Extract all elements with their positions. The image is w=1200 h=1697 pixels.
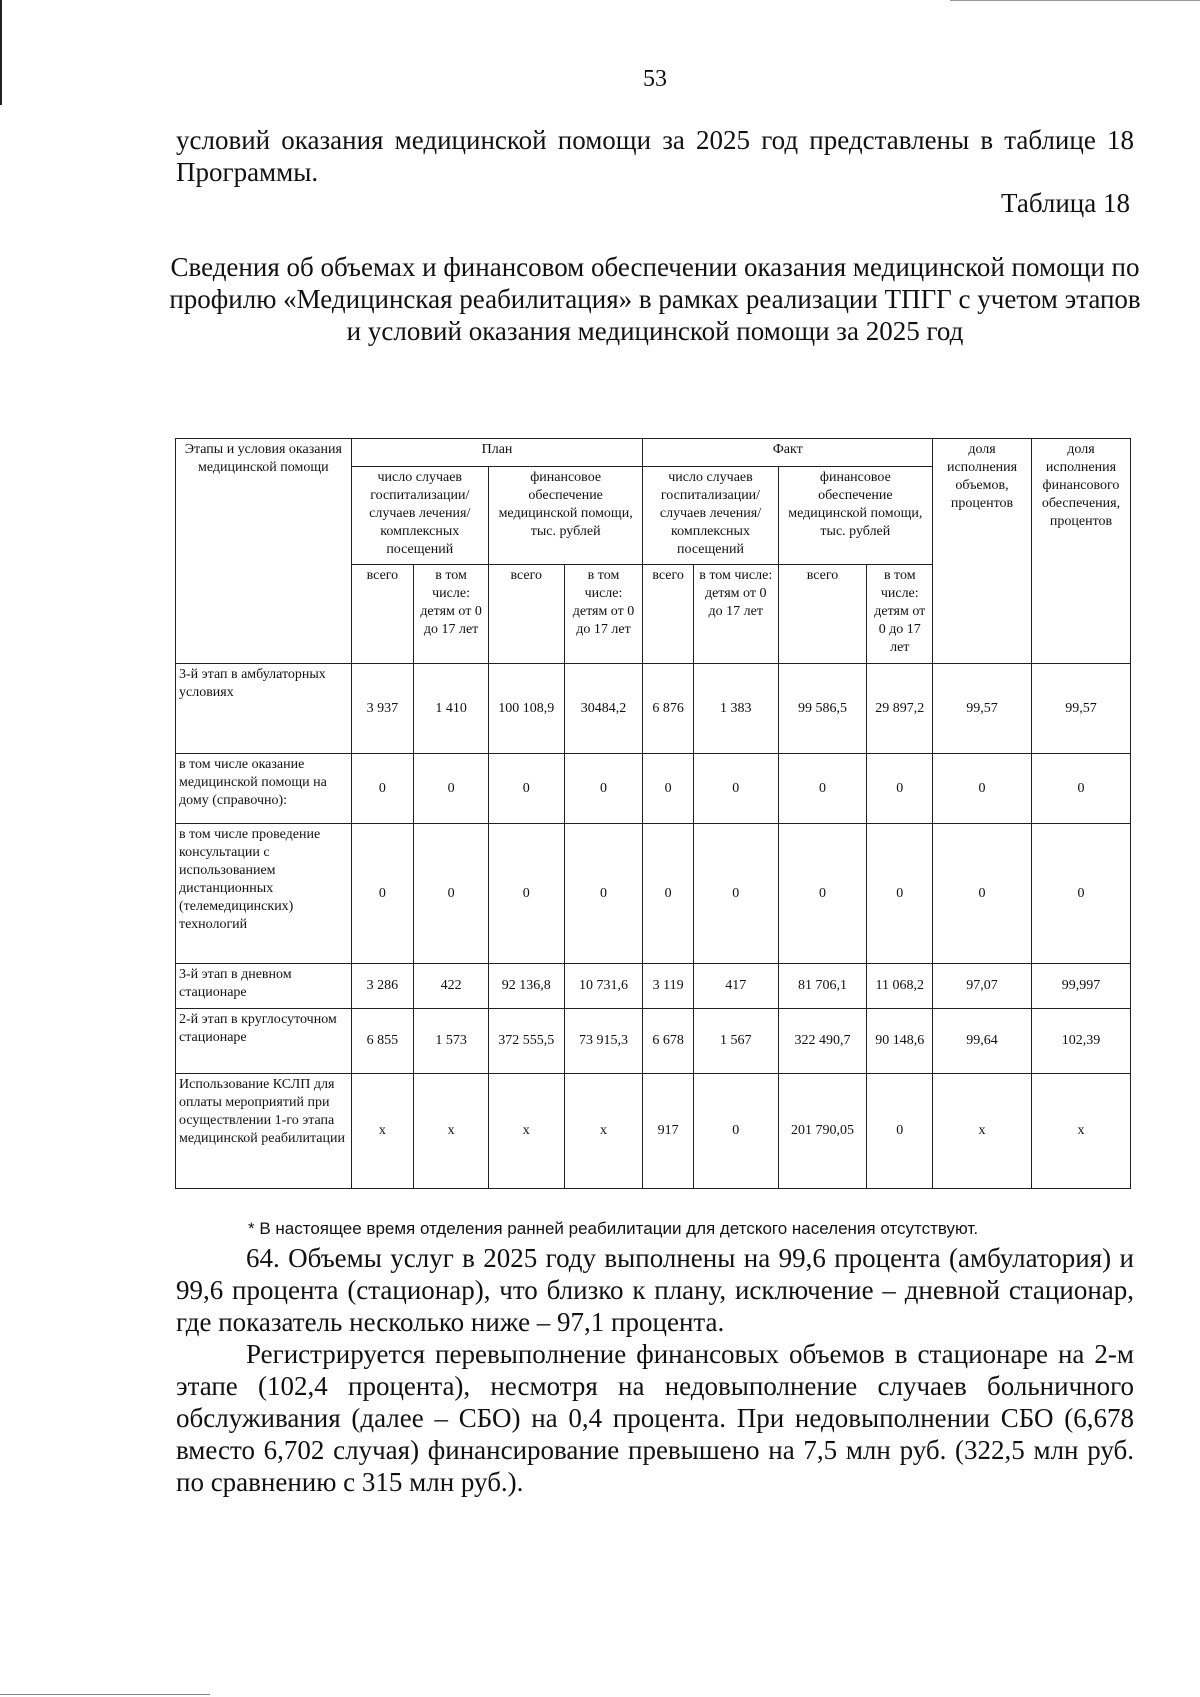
table-cell: х — [564, 1074, 643, 1189]
scan-edge-top — [950, 0, 1200, 1]
table-cell: 0 — [488, 754, 564, 824]
header-fact-finance: финансовое обеспечение медицинской помощи, тыс. рублей — [778, 467, 932, 565]
table-cell: 0 — [1031, 824, 1130, 964]
table-cell: 29 897,2 — [867, 664, 933, 754]
table-cell: 102,39 — [1031, 1009, 1130, 1074]
header-plan: План — [351, 439, 643, 467]
header-volume-share: доля исполнения объемов, процентов — [933, 439, 1032, 664]
table-cell: 6 855 — [351, 1009, 414, 1074]
table-cell: 0 — [564, 754, 643, 824]
table-cell: 417 — [693, 964, 778, 1009]
header-fact-cases: число случаев госпитализации/ случаев лечения/ комплексных посещений — [643, 467, 778, 565]
header-plan-finance-children: в том числе: детям от 0 до 17 лет — [564, 565, 643, 664]
row-label: 3-й этап в дневном стационаре — [176, 964, 352, 1009]
table-cell: 90 148,6 — [867, 1009, 933, 1074]
table-cell: 11 068,2 — [867, 964, 933, 1009]
header-fact-cases-children: в том числе: детям от 0 до 17 лет — [693, 565, 778, 664]
table-row — [176, 754, 1131, 824]
table-row — [176, 824, 1131, 964]
table-cell: 99,997 — [1031, 964, 1130, 1009]
table-cell: 322 490,7 — [778, 1009, 867, 1074]
table-cell: х — [414, 1074, 489, 1189]
intro-paragraph: условий оказания медицинской помощи за 2025 год представлены в таблице 18 Программы. — [176, 125, 1134, 187]
table-cell: 0 — [778, 754, 867, 824]
table-cell: 0 — [643, 824, 693, 964]
table-cell: 81 706,1 — [778, 964, 867, 1009]
header-fact-finance-total: всего — [778, 565, 867, 664]
header-finance-share: доля исполнения финансового обеспечения, процентов — [1031, 439, 1130, 664]
table-cell: 73 915,3 — [564, 1009, 643, 1074]
table-cell: 0 — [351, 824, 414, 964]
table-cell: 0 — [867, 754, 933, 824]
table-cell: 6 876 — [643, 664, 693, 754]
table-cell: 3 937 — [351, 664, 414, 754]
table-cell: 1 383 — [693, 664, 778, 754]
table-cell: х — [1031, 1074, 1130, 1189]
table-cell: 100 108,9 — [488, 664, 564, 754]
table-cell: 0 — [414, 754, 489, 824]
table-cell: х — [933, 1074, 1032, 1189]
paragraph-65: Регистрируется перевыполнение финансовых объемов в стационаре на 2-м этапе (102,4 процента), несмотря на недовыполнение случаев больничного обслуживания (далее – СБО) на 0,4 процента. При недовыполнении СБО (6,678 вместо 6,702 случая) финансирование превышено на 7,5 млн руб. (322,5 млн руб. по сравнению с 315 млн руб.). — [176, 1339, 1134, 1497]
table-cell: 0 — [488, 824, 564, 964]
row-label: 3-й этап в амбулаторных условиях — [176, 664, 352, 754]
table-cell: х — [351, 1074, 414, 1189]
table-title: Сведения об объемах и финансовом обеспечении оказания медицинской помощи по профилю «Медицинская реабилитация» в рамках реализации ТПГГ с учетом этапов и условий оказания медицинской помощи за 2025 год — [169, 252, 1141, 346]
table-cell: 0 — [867, 824, 933, 964]
header-stage: Этапы и условия оказания медицинской помощи — [176, 439, 352, 664]
row-label: в том числе оказание медицинской помощи на дому (справочно): — [176, 754, 352, 824]
table-cell: 3 286 — [351, 964, 414, 1009]
table-cell: 0 — [351, 754, 414, 824]
table-cell: 97,07 — [933, 964, 1032, 1009]
rehabilitation-table — [175, 438, 1131, 1189]
table-cell: 201 790,05 — [778, 1074, 867, 1189]
table-row — [176, 964, 1131, 1009]
header-plan-cases-children: в том числе: детям от 0 до 17 лет — [414, 565, 489, 664]
header-fact-cases-total: всего — [643, 565, 693, 664]
header-fact: Факт — [643, 439, 933, 467]
table-cell: 0 — [778, 824, 867, 964]
footnote: * В настоящее время отделения ранней реабилитации для детского населения отсутствуют. — [248, 1219, 979, 1238]
page-number: 53 — [643, 66, 667, 92]
table-cell: 3 119 — [643, 964, 693, 1009]
table-cell: 10 731,6 — [564, 964, 643, 1009]
table-cell: 0 — [933, 754, 1032, 824]
header-plan-finance-total: всего — [488, 565, 564, 664]
table-cell: 372 555,5 — [488, 1009, 564, 1074]
table-cell: 422 — [414, 964, 489, 1009]
scan-edge-bottom — [0, 1694, 210, 1695]
header-fact-finance-children: в том числе: детям от 0 до 17 лет — [867, 565, 933, 664]
table-cell: 0 — [933, 824, 1032, 964]
table-cell: 0 — [693, 824, 778, 964]
table-cell: 0 — [643, 754, 693, 824]
table-cell: 0 — [1031, 754, 1130, 824]
table-row — [176, 664, 1131, 754]
table-cell: 0 — [564, 824, 643, 964]
paragraph-64: 64. Объемы услуг в 2025 году выполнены на 99,6 процента (амбулатория) и 99,6 процента (стационар), что близко к плану, исключение – дневной стационар, где показатель несколько ниже – 97,1 процента. — [176, 1243, 1134, 1337]
table-cell: 99 586,5 — [778, 664, 867, 754]
table-cell: 0 — [693, 1074, 778, 1189]
table-cell: 917 — [643, 1074, 693, 1189]
table-cell: х — [488, 1074, 564, 1189]
table-row — [176, 1009, 1131, 1074]
table-cell: 1 567 — [693, 1009, 778, 1074]
table-cell: 0 — [867, 1074, 933, 1189]
table-cell: 99,57 — [1031, 664, 1130, 754]
table-cell: 30484,2 — [564, 664, 643, 754]
table-row — [176, 1074, 1131, 1189]
table-cell: 1 573 — [414, 1009, 489, 1074]
table-cell: 6 678 — [643, 1009, 693, 1074]
row-label: 2-й этап в круглосуточном стационаре — [176, 1009, 352, 1074]
table-cell: 99,64 — [933, 1009, 1032, 1074]
header-plan-finance: финансовое обеспечение медицинской помощи, тыс. рублей — [488, 467, 642, 565]
table-label: Таблица 18 — [1001, 188, 1130, 218]
row-label: Использование КСЛП для оплаты мероприятий при осуществлении 1-го этапа медицинской реабилитации — [176, 1074, 352, 1189]
row-label: в том числе проведение консультации с использованием дистанционных (телемедицинских) технологий — [176, 824, 352, 964]
table-cell: 99,57 — [933, 664, 1032, 754]
header-plan-cases: число случаев госпитализации/ случаев лечения/ комплексных посещений — [351, 467, 488, 565]
table-cell: 92 136,8 — [488, 964, 564, 1009]
header-plan-cases-total: всего — [351, 565, 414, 664]
table-cell: 1 410 — [414, 664, 489, 754]
table-cell: 0 — [414, 824, 489, 964]
table-cell: 0 — [693, 754, 778, 824]
